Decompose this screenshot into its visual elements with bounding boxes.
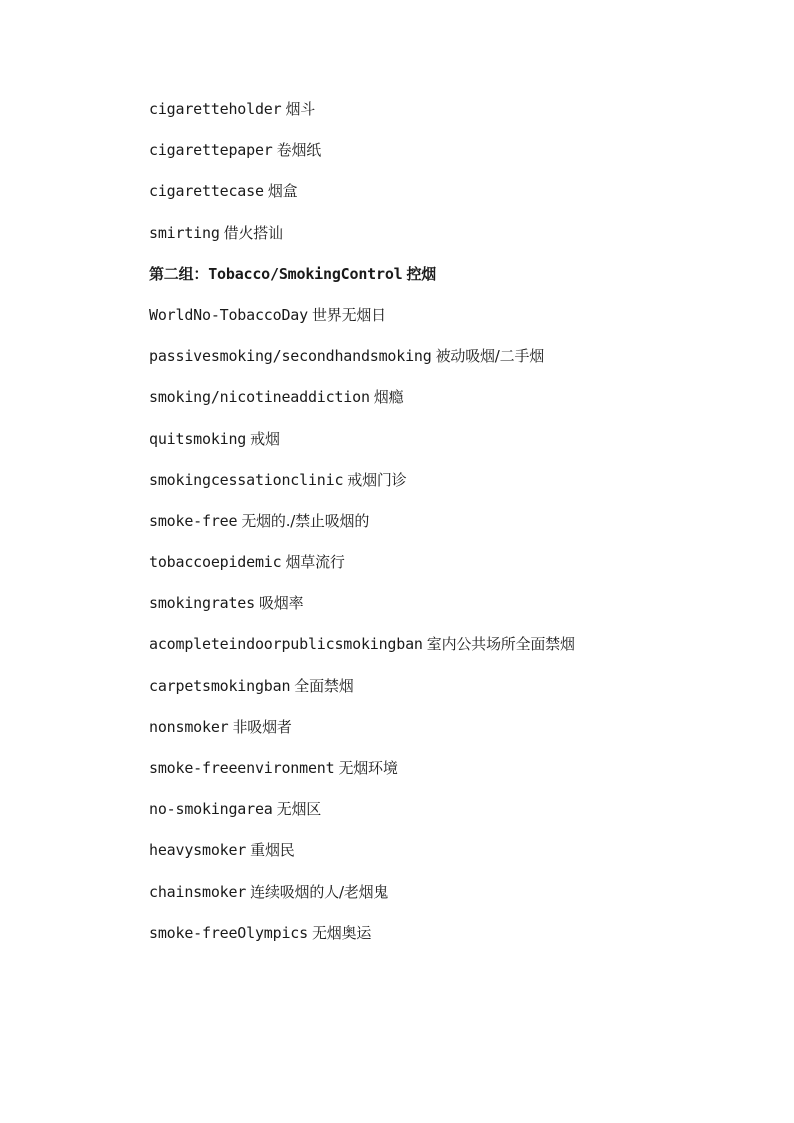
entry-term: smokingrates — [149, 594, 255, 613]
entry-term: smoke-free — [149, 511, 238, 530]
vocab-entry — [149, 507, 749, 548]
entry-term: WorldNo-TobaccoDay — [149, 305, 308, 324]
vocab-entry — [149, 672, 749, 713]
vocab-entry — [149, 713, 749, 754]
entry-gloss: 烟瘾 — [373, 388, 404, 407]
vocab-entry — [149, 548, 749, 589]
entry-gloss: 戒烟 — [250, 429, 280, 448]
entry-gloss: 重烟民 — [250, 841, 295, 860]
entry-term: cigaretteholder — [149, 100, 282, 118]
vocab-entry — [149, 795, 749, 836]
vocab-entry — [149, 878, 749, 919]
vocab-entry — [149, 589, 749, 630]
entry-gloss: 借火搭讪 — [223, 223, 283, 242]
entry-term: nonsmoker — [149, 717, 229, 736]
vocab-entry — [149, 466, 749, 507]
vocab-entry — [149, 342, 749, 383]
vocab-entry — [149, 177, 749, 218]
entry-gloss: 吸烟率 — [258, 594, 304, 613]
entry-gloss: 烟盒 — [267, 182, 298, 201]
entry-gloss: 无烟区 — [276, 800, 322, 819]
entry-term: acompleteindoorpublicsmokingban — [149, 635, 423, 654]
entry-term: smoke-freeenvironment — [149, 759, 335, 777]
vocab-entry — [149, 136, 749, 177]
section-heading — [149, 260, 749, 301]
entry-term: cigarettepaper — [149, 141, 273, 160]
entry-term: carpetsmokingban — [149, 676, 291, 695]
entry-gloss: 世界无烟日 — [311, 305, 386, 324]
entry-gloss: 烟斗 — [285, 100, 316, 118]
entry-gloss: 连续吸烟的人/老烟鬼 — [250, 882, 389, 901]
entry-gloss: 烟草流行 — [285, 553, 345, 572]
entry-term: smoking/nicotineaddiction — [149, 388, 370, 407]
entry-term: passivesmoking/secondhandsmoking — [149, 347, 432, 366]
vocab-entry — [149, 425, 749, 466]
entry-gloss: 全面禁烟 — [294, 676, 354, 695]
entry-gloss: 非吸烟者 — [232, 717, 292, 736]
vocab-entry — [149, 919, 749, 960]
entry-term: quitsmoking — [149, 429, 247, 448]
entry-term: tobaccoepidemic — [149, 553, 282, 572]
entry-gloss: 无烟的./禁止吸烟的 — [241, 511, 370, 530]
entry-gloss: 无烟奥运 — [311, 923, 372, 942]
section-heading-gloss: 控烟 — [406, 264, 437, 283]
entry-gloss: 戒烟门诊 — [347, 470, 407, 489]
vocab-entry — [149, 754, 749, 795]
entry-gloss: 室内公共场所全面禁烟 — [426, 635, 575, 654]
vocab-entry — [149, 301, 749, 342]
vocab-entry — [149, 836, 749, 877]
entry-term: cigarettecase — [149, 182, 264, 201]
entry-term: smoke-freeOlympics — [149, 923, 308, 942]
entry-term: chainsmoker — [149, 882, 247, 901]
entry-gloss: 被动吸烟/二手烟 — [435, 347, 545, 366]
vocab-entry — [149, 383, 749, 424]
entry-gloss: 无烟环境 — [338, 759, 398, 777]
entry-term: heavysmoker — [149, 841, 247, 860]
vocab-entry — [149, 630, 749, 671]
entry-gloss: 卷烟纸 — [276, 141, 322, 160]
vocabulary-list — [149, 95, 749, 960]
entry-term: smirting — [149, 223, 220, 242]
entry-term: no-smokingarea — [149, 800, 273, 819]
vocab-entry — [149, 95, 749, 136]
vocab-entry — [149, 219, 749, 260]
entry-term: smokingcessationclinic — [149, 470, 344, 489]
section-heading-label: 第二组：Tobacco/SmokingControl — [149, 264, 403, 283]
